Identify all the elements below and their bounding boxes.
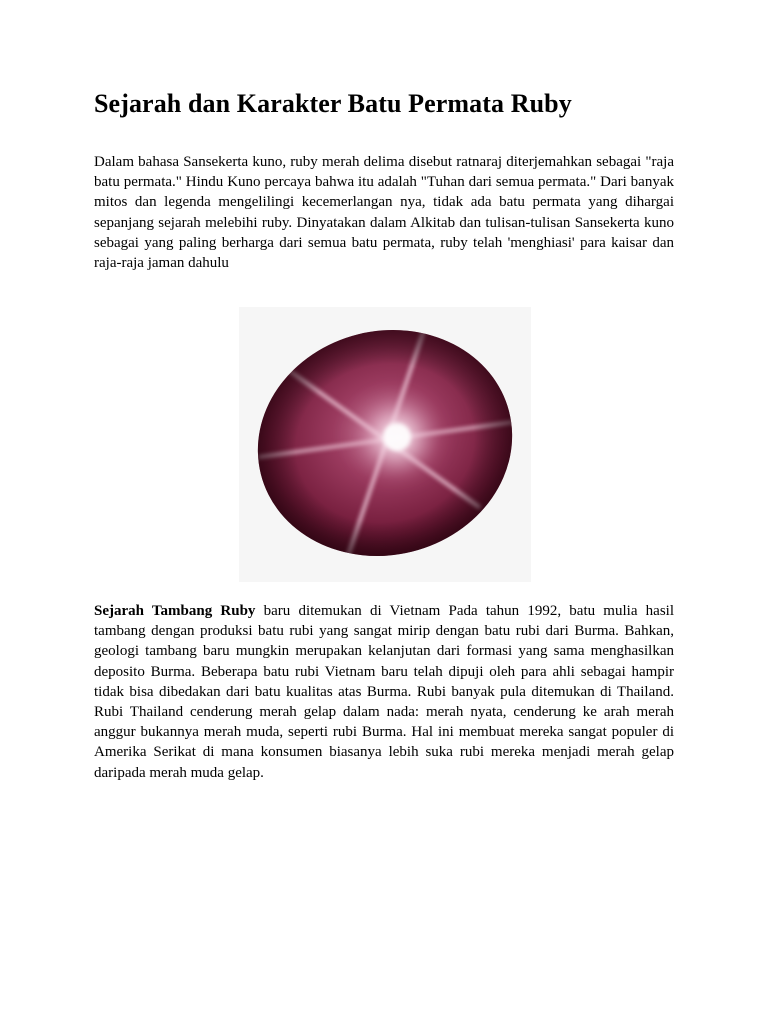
mining-history-body: baru ditemukan di Vietnam Pada tahun 1992, batu mulia hasil tambang dengan produksi batu rubi yang sangat mirip dengan batu rubi dari Burma. Bahkan, geologi tambang baru mungkin merupakan kelanjutan dari formasi yang sama menghasilkan deposito Burma. Beberapa batu rubi Vietnam baru telah dipuji oleh para ahli sebagai hampir tidak bisa dibedakan dari batu kualitas atas Burma. Rubi banyak pula ditemukan di Thailand. Rubi Thailand cenderung merah gelap dalam nada: merah nyata, cenderung ke arah merah anggur bukannya merah muda, seperti rubi Burma. Hal ini membuat mereka sangat populer di Amerika Serikat di mana konsumen biasanya lebih suka rubi mereka menjadi merah gelap daripada merah muda gelap. [94, 603, 674, 781]
mining-history-paragraph [94, 601, 674, 783]
page-title: Sejarah dan Karakter Batu Permata Ruby [94, 89, 572, 118]
intro-paragraph: Dalam bahasa Sansekerta kuno, ruby merah delima disebut ratnaraj diterjemahkan sebagai "raja batu permata." Hindu Kuno percaya bahwa itu adalah "Tuhan dari semua permata." Dari banyak mitos dan legenda mengelilingi kecemerlangan nya, tidak ada batu permata yang dihargai sepanjang sejarah melebihi ruby. Dinyatakan dalam Alkitab dan tulisan-tulisan Sansekerta kuno sebagai yang paling berharga dari semua batu permata, ruby telah 'menghiasi' para kaisar dan raja-raja jaman dahulu [94, 154, 674, 272]
star-ruby-illustration [239, 307, 531, 582]
mining-history-lead: Sejarah Tambang Ruby [94, 603, 256, 619]
star-ruby-image [239, 307, 531, 582]
